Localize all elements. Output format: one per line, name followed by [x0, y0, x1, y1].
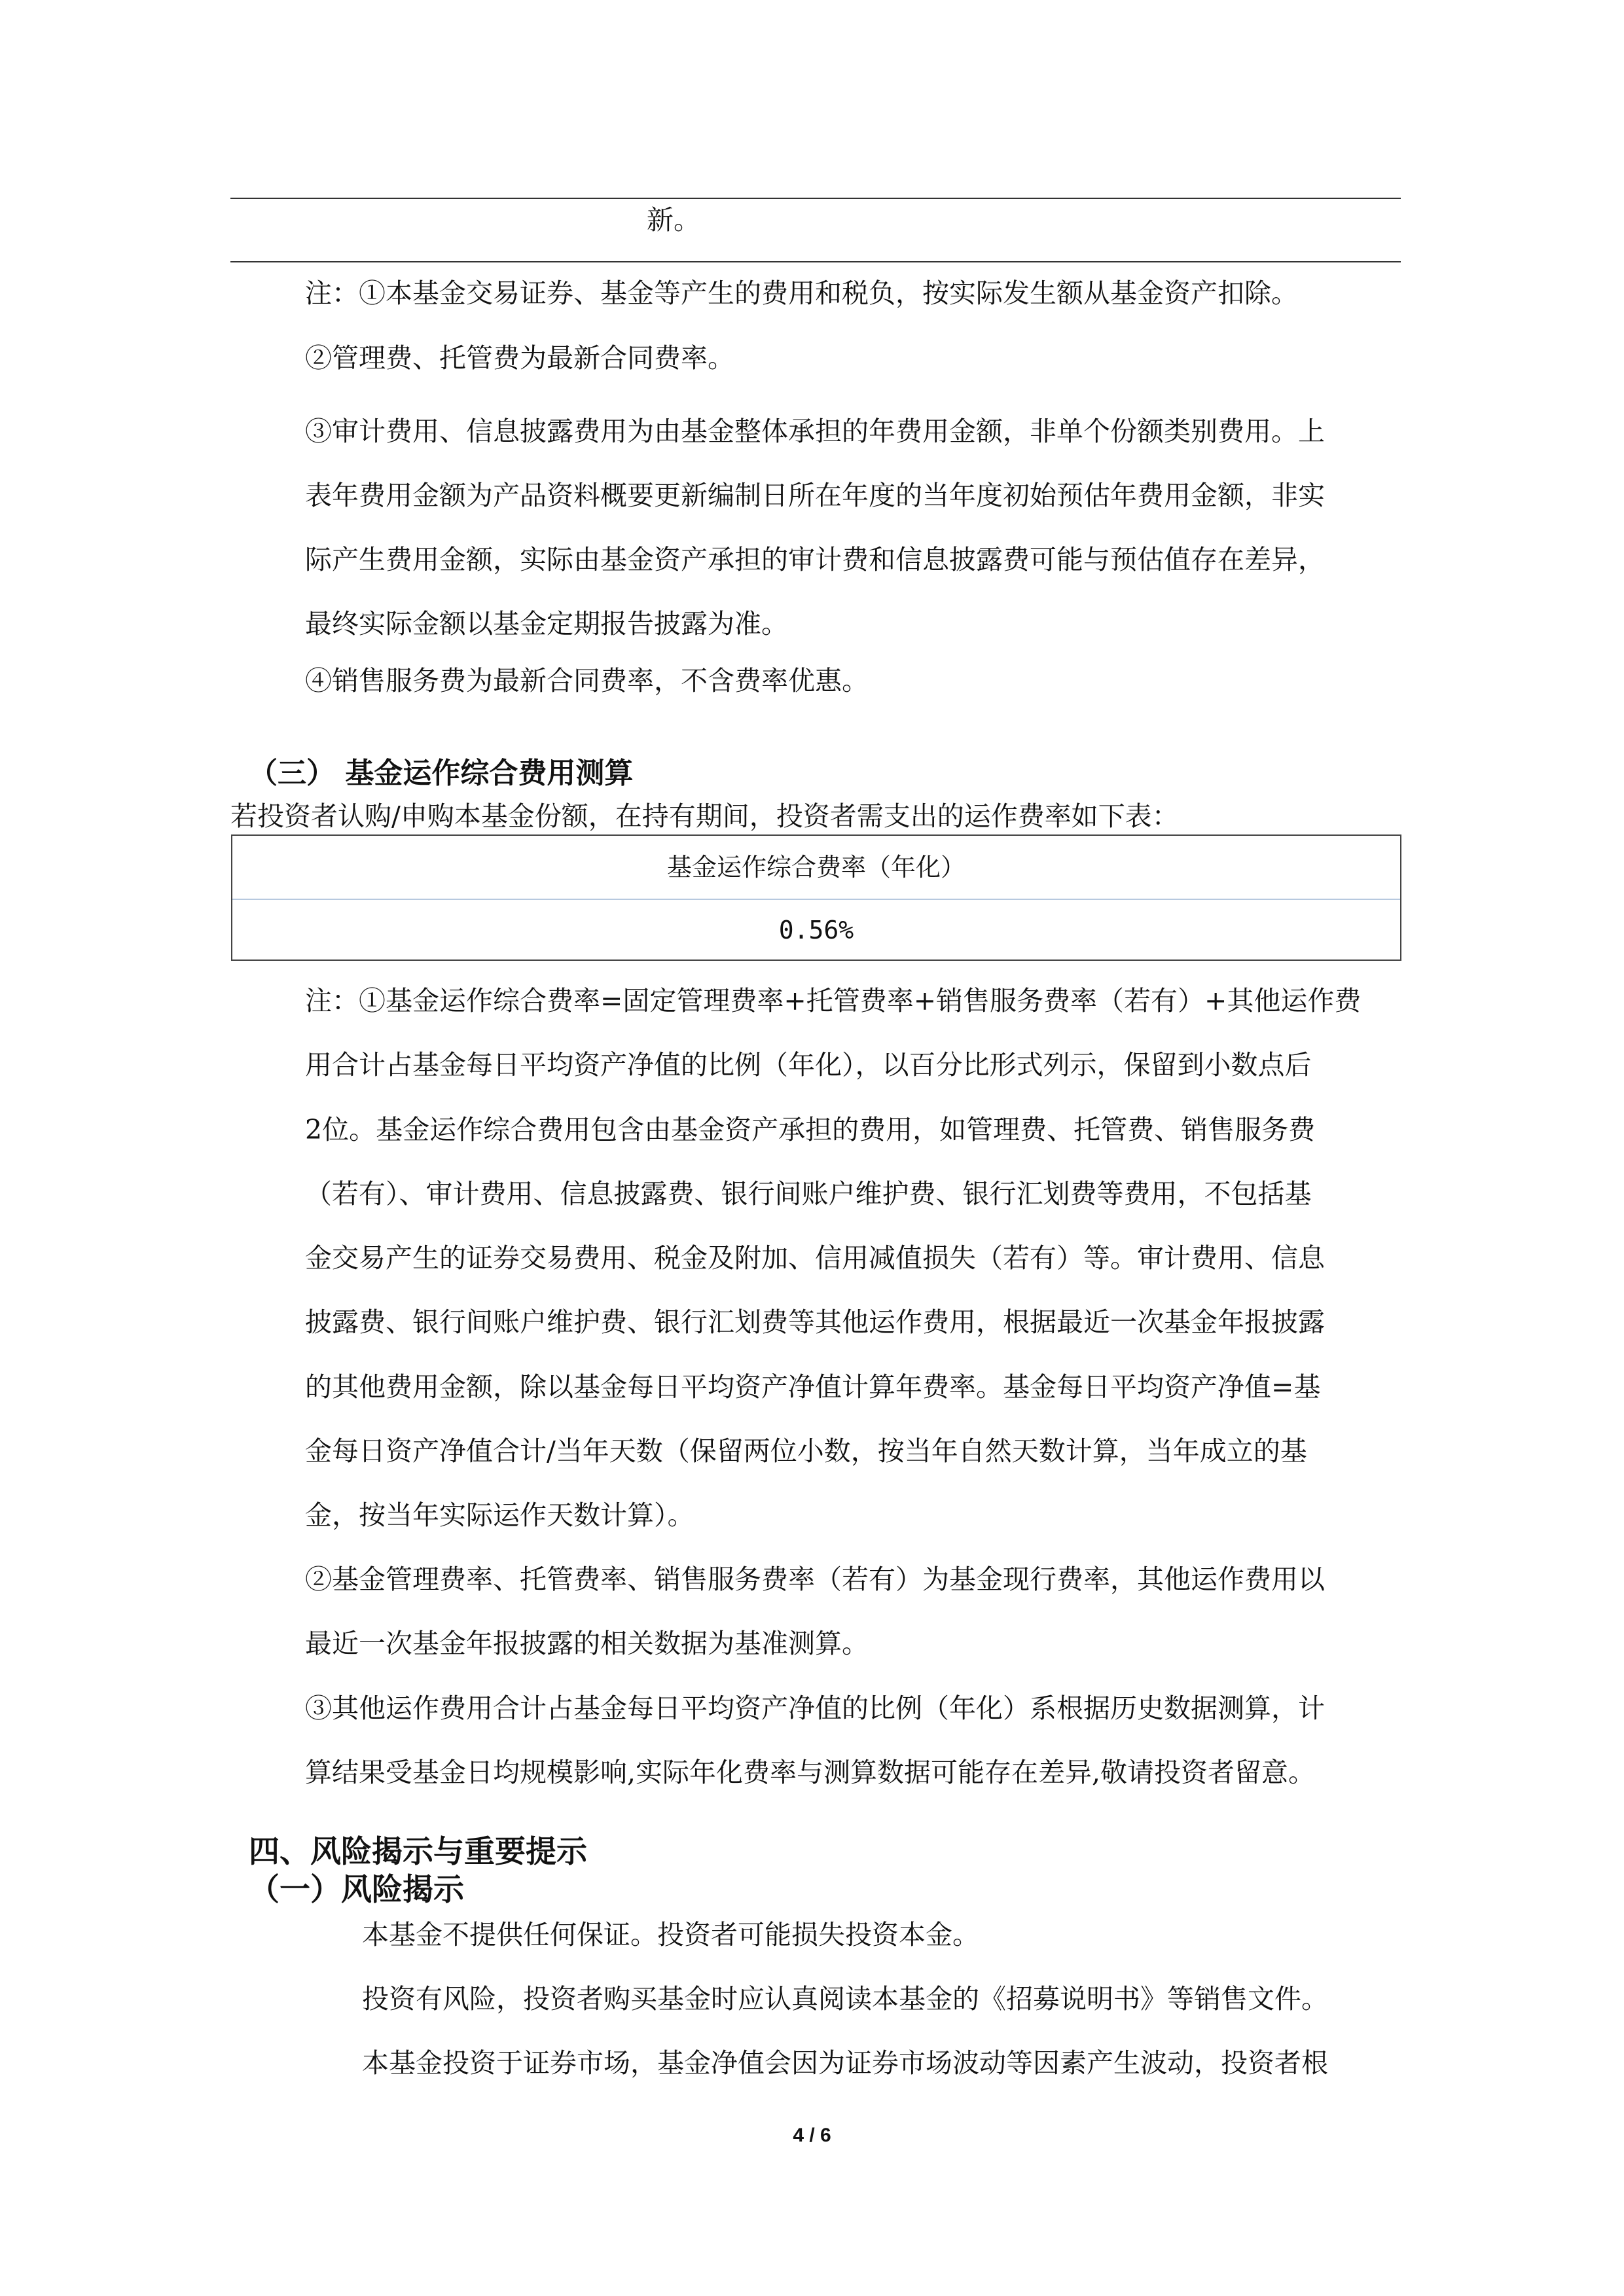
- fee-note-4: ④销售服务费为最新合同费率，不含费率优惠。: [305, 665, 869, 696]
- section-4-heading: 四、风险揭示与重要提示: [249, 1834, 587, 1870]
- note-1-line: 金，按当年实际运作天数计算）。: [305, 1499, 695, 1532]
- fee-note-3-line: 表年费用金额为产品资料概要更新编制日所在年度的当年度初始预估年费用金额，非实: [305, 480, 1325, 511]
- fee-note-1: 注：①本基金交易证券、基金等产生的费用和税负，按实际发生额从基金资产扣除。: [305, 278, 1298, 309]
- fee-table-value: 0.56%: [778, 916, 854, 944]
- section-3-intro: 若投资者认购/申购本基金份额，在持有期间，投资者需支出的运作费率如下表：: [230, 800, 1179, 832]
- risk-para-2: 投资有风险，投资者购买基金时应认真阅读本基金的《招募说明书》等销售文件。: [362, 1983, 1328, 2015]
- table-top-border: [230, 198, 1401, 199]
- fee-note-2: ②管理费、托管费为最新合同费率。: [305, 342, 734, 374]
- risk-para-1: 本基金不提供任何保证。投资者可能损失投资本金。: [362, 1919, 979, 1950]
- note-2-line: ②基金管理费率、托管费率、销售服务费率（若有）为基金现行费率，其他运作费用以: [305, 1564, 1325, 1595]
- note-1-line: 金每日资产净值合计/当年天数（保留两位小数，按当年自然天数计算，当年成立的基: [305, 1435, 1307, 1467]
- section-3-note-2: [305, 1547, 1325, 1676]
- note-3-line: 算结果受基金日均规模影响,实际年化费率与测算数据可能存在差异,敬请投资者留意。: [305, 1757, 1316, 1788]
- table-bottom-border: [230, 261, 1401, 262]
- note-2-line: 最近一次基金年报披露的相关数据为基准测算。: [305, 1628, 869, 1659]
- note-1-line: 金交易产生的证券交易费用、税金及附加、信用减值损失（若有）等。审计费用、信息: [305, 1242, 1325, 1274]
- note-1-line: （若有）、审计费用、信息披露费、银行间账户维护费、银行汇划费等费用，不包括基: [305, 1177, 1312, 1210]
- note-1-line: 的其他费用金额，除以基金每日平均资产净值计算年费率。基金每日平均资产净值=基: [305, 1371, 1321, 1403]
- fee-note-3-line: 最终实际金额以基金定期报告披露为准。: [305, 608, 788, 639]
- fee-note-3-line: 际产生费用金额，实际由基金资产承担的审计费和信息披露费可能与预估值存在差异，: [305, 544, 1325, 575]
- risk-disclosure-heading: （一）风险揭示: [249, 1872, 464, 1908]
- comprehensive-fee-table: [231, 834, 1401, 961]
- note-1-line: 2位。基金运作综合费用包含由基金资产承担的费用，如管理费、托管费、销售服务费: [305, 1113, 1316, 1145]
- page-number: 4 / 6: [793, 2125, 831, 2146]
- note-3-line: ③其他运作费用合计占基金每日平均资产净值的比例（年化）系根据历史数据测算，计: [305, 1693, 1325, 1724]
- section-3-heading: （三） 基金运作综合费用测算: [249, 757, 634, 790]
- note-1-line: 用合计占基金每日平均资产净值的比例（年化），以百分比形式列示，保留到小数点后: [305, 1049, 1312, 1081]
- section-3-note-1: [305, 969, 1361, 1548]
- risk-para-3: 本基金投资于证券市场，基金净值会因为证券市场波动等因素产生波动，投资者根: [362, 2047, 1328, 2079]
- table-cell-tail: 新。: [647, 204, 700, 236]
- fee-table-header: 基金运作综合费率（年化）: [666, 853, 965, 882]
- fee-note-3: [305, 399, 1325, 656]
- section-3-note-3: [305, 1676, 1325, 1804]
- fee-table-divider: [232, 899, 1400, 900]
- note-1-line: 披露费、银行间账户维护费、银行汇划费等其他运作费用，根据最近一次基金年报披露: [305, 1306, 1325, 1338]
- note-1-line: 注：①基金运作综合费率=固定管理费率+托管费率+销售服务费率（若有）+其他运作费: [305, 985, 1362, 1016]
- fee-note-3-line: ③审计费用、信息披露费用为由基金整体承担的年费用金额，非单个份额类别费用。上: [305, 416, 1325, 447]
